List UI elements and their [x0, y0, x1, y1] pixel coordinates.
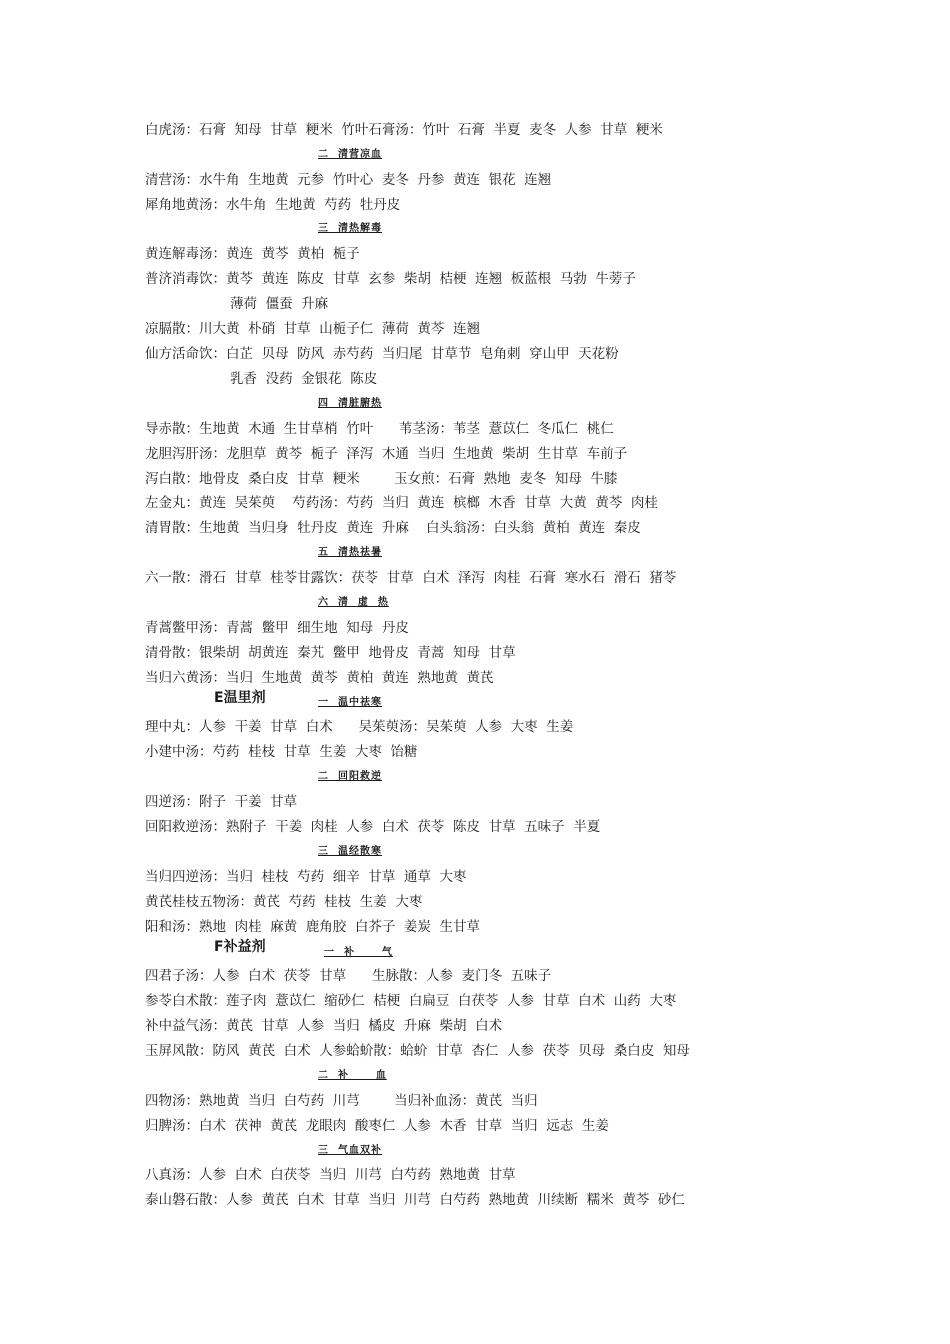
formula-line: 黄连解毒汤：黄连 黄芩 黄柏 栀子	[145, 246, 360, 262]
formula-line: 归脾汤：白术 茯神 黄芪 龙眼肉 酸枣仁 人参 木香 甘草 当归 远志 生姜	[145, 1118, 609, 1134]
formula-line: 泰山磐石散：人参 黄芪 白术 甘草 当归 川芎 白芍药 熟地黄 川续断 糯米 黄芩 砂仁	[145, 1192, 685, 1208]
subsection-heading: 一 补 气	[324, 947, 393, 958]
formula-line: 理中丸：人参 干姜 甘草 白术 吴茱萸汤：吴茱萸 人参 大枣 生姜	[145, 719, 574, 735]
subsection-heading: 二 回阳救逆	[318, 771, 382, 782]
subsection-heading: 三 清热解毒	[318, 223, 382, 234]
formula-line: 龙胆泻肝汤：龙胆草 黄芩 栀子 泽泻 木通 当归 生地黄 柴胡 生甘草 车前子	[145, 446, 628, 462]
formula-line: 参苓白术散：莲子肉 薏苡仁 缩砂仁 桔梗 白扁豆 白茯苓 人参 甘草 白术 山药 大枣	[145, 993, 677, 1009]
subsection-heading: 二 补 血	[318, 1070, 387, 1081]
subsection-heading: 一 温中祛寒	[318, 697, 382, 708]
formula-line: 普济消毒饮：黄芩 黄连 陈皮 甘草 玄参 柴胡 桔梗 连翘 板蓝根 马勃 牛蒡子	[145, 271, 636, 287]
formula-line: 小建中汤：芍药 桂枝 甘草 生姜 大枣 饴糖	[145, 744, 418, 760]
subsection-heading: 四 清脏腑热	[318, 398, 382, 409]
formula-line: 仙方活命饮：白芷 贝母 防风 赤芍药 当归尾 甘草节 皂角刺 穿山甲 天花粉	[145, 346, 619, 362]
formula-line: 补中益气汤：黄芪 甘草 人参 当归 橘皮 升麻 柴胡 白术	[145, 1018, 503, 1034]
formula-line: 清营汤：水牛角 生地黄 元参 竹叶心 麦冬 丹参 黄连 银花 连翘	[145, 172, 552, 188]
formula-line: 导赤散：生地黄 木通 生甘草梢 竹叶 苇茎汤：苇茎 薏苡仁 冬瓜仁 桃仁	[145, 421, 614, 437]
formula-line: 清胃散：生地黄 当归身 牡丹皮 黄连 升麻 白头翁汤：白头翁 黄柏 黄连 秦皮	[145, 520, 641, 536]
formula-line: 阳和汤：熟地 肉桂 麻黄 鹿角胶 白芥子 姜炭 生甘草	[145, 919, 480, 935]
formula-line: 四君子汤：人参 白术 茯苓 甘草 生脉散：人参 麦门冬 五味子	[145, 968, 552, 984]
formula-line: 六一散：滑石 甘草 桂苓甘露饮：茯苓 甘草 白术 泽泻 肉桂 石膏 寒水石 滑石 猪苓	[145, 570, 677, 586]
formula-line: 当归六黄汤：当归 生地黄 黄芩 黄柏 黄连 熟地黄 黄芪	[145, 670, 494, 686]
formula-line: 黄芪桂枝五物汤：黄芪 芍药 桂枝 生姜 大枣	[145, 894, 423, 910]
subsection-heading: 三 温经散寒	[318, 846, 382, 857]
formula-line: 四逆汤：附子 干姜 甘草	[145, 794, 298, 810]
formula-line: 泻白散：地骨皮 桑白皮 甘草 粳米 玉女煎：石膏 熟地 麦冬 知母 牛膝	[145, 471, 618, 487]
formula-line: 左金丸：黄连 吴茱萸 芍药汤：芍药 当归 黄连 槟榔 木香 甘草 大黄 黄芩 肉桂	[145, 495, 658, 511]
formula-line: 青蒿鳖甲汤：青蒿 鳖甲 细生地 知母 丹皮	[145, 620, 409, 636]
formula-line: 四物汤：熟地黄 当归 白芍药 川芎 当归补血汤：黄芪 当归	[145, 1093, 538, 1109]
formula-line: 当归四逆汤：当归 桂枝 芍药 细辛 甘草 通草 大枣	[145, 869, 467, 885]
formula-line: 清骨散：银柴胡 胡黄连 秦艽 鳖甲 地骨皮 青蒿 知母 甘草	[145, 645, 516, 661]
subsection-heading: 二 清营凉血	[318, 149, 382, 160]
formula-line: 白虎汤：石膏 知母 甘草 粳米 竹叶石膏汤：竹叶 石膏 半夏 麦冬 人参 甘草 粳米	[145, 122, 663, 138]
formula-line: 回阳救逆汤：熟附子 干姜 肉桂 人参 白术 茯苓 陈皮 甘草 五味子 半夏	[145, 819, 601, 835]
formula-continuation-line: 乳香 没药 金银花 陈皮	[230, 371, 378, 387]
formula-line: 玉屏风散：防风 黄芪 白术 人参蛤蚧散：蛤蚧 甘草 杏仁 人参 茯苓 贝母 桑白皮 知母	[145, 1043, 690, 1059]
subsection-heading: 五 清热祛暑	[318, 547, 382, 558]
subsection-heading: 三 气血双补	[318, 1145, 382, 1156]
subsection-heading: 六 清 虚 热	[318, 597, 389, 608]
formula-line: 犀角地黄汤：水牛角 生地黄 芍药 牡丹皮	[145, 197, 401, 213]
formula-line: 八真汤：人参 白术 白茯苓 当归 川芎 白芍药 熟地黄 甘草	[145, 1167, 516, 1183]
formula-line: 凉膈散：川大黄 朴硝 甘草 山栀子仁 薄荷 黄芩 连翘	[145, 321, 480, 337]
section-heading: E温里剂	[214, 690, 266, 706]
section-heading: F补益剂	[214, 939, 266, 955]
formula-continuation-line: 薄荷 僵蚕 升麻	[230, 296, 329, 312]
